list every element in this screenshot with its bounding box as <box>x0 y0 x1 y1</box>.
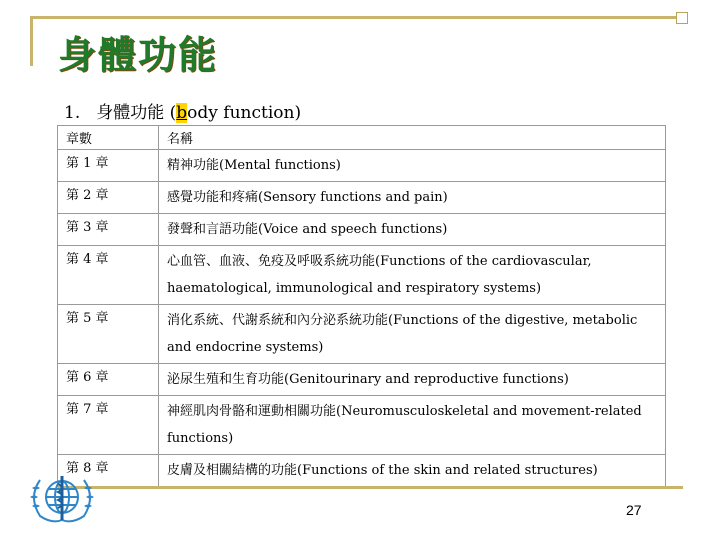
table-row <box>58 150 666 182</box>
section-heading-b: b <box>176 103 188 123</box>
name-cell: 神經肌肉骨骼和運動相關功能(Neuromusculoskeletal and movement-related functions) <box>159 396 666 455</box>
frame-corner-square <box>676 12 688 24</box>
chapter-table <box>57 125 666 487</box>
table-row <box>58 305 666 364</box>
name-cell: 泌尿生殖和生育功能(Genitourinary and reproductive functions) <box>159 364 666 396</box>
name-cell: 皮膚及相關結構的功能(Functions of the skin and related structures) <box>159 455 666 487</box>
frame-top-line <box>30 16 685 19</box>
table-row <box>58 214 666 246</box>
section-heading-zh: 身體功能 <box>96 103 165 123</box>
section-number: 1. <box>64 103 81 123</box>
page-number: 27 <box>626 502 642 518</box>
table-header-row <box>58 126 666 150</box>
chapter-cell: 第 7 章 <box>58 396 159 455</box>
table-row <box>58 246 666 305</box>
header-name: 名稱 <box>159 126 666 150</box>
name-cell: 感覺功能和疼痛(Sensory functions and pain) <box>159 182 666 214</box>
section-heading-open: ( <box>169 103 177 123</box>
name-cell: 消化系統、代謝系統和內分泌系統功能(Functions of the digestive, metabolic and endocrine systems) <box>159 305 666 364</box>
chapter-cell: 第 8 章 <box>58 455 159 487</box>
chapter-cell: 第 1 章 <box>58 150 159 182</box>
chapter-cell: 第 2 章 <box>58 182 159 214</box>
table-row <box>58 364 666 396</box>
frame-bottom-line <box>58 486 683 489</box>
slide-title: 身體功能 <box>58 33 219 77</box>
section-heading-en: ody function) <box>187 103 302 123</box>
chapter-cell: 第 5 章 <box>58 305 159 364</box>
table-row <box>58 455 666 487</box>
name-cell: 發聲和言語功能(Voice and speech functions) <box>159 214 666 246</box>
name-cell: 心血管、血液、免疫及呼吸系統功能(Functions of the cardiovascular, haematological, immunological and respiratory systems) <box>159 246 666 305</box>
table-row <box>58 182 666 214</box>
header-chapter: 章數 <box>58 126 159 150</box>
section-heading <box>64 98 301 123</box>
chapter-cell: 第 3 章 <box>58 214 159 246</box>
name-cell: 精神功能(Mental functions) <box>159 150 666 182</box>
frame-left-line <box>30 16 33 66</box>
chapter-cell: 第 6 章 <box>58 364 159 396</box>
table-row <box>58 396 666 455</box>
chapter-cell: 第 4 章 <box>58 246 159 305</box>
who-logo-icon <box>18 466 106 528</box>
